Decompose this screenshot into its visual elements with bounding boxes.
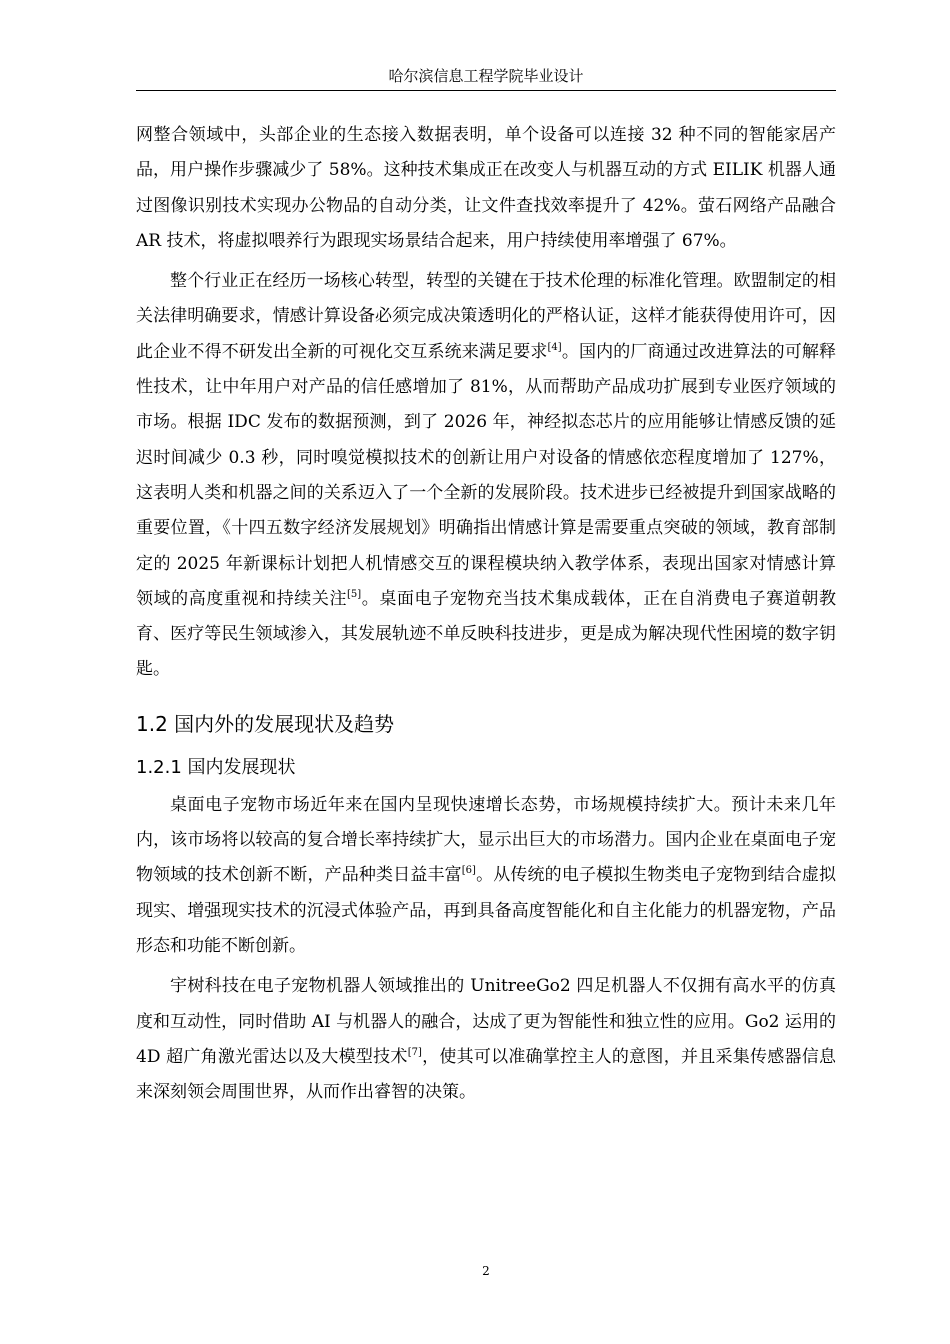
paragraph-text: 。从传统的电子模拟生物类电子宠物到结合虚拟现实、增强现实技术的沉浸式体验产品，再到具备高度智能化和自主化能力的机器宠物，产品形态和功能不断创新。 (136, 865, 837, 956)
document-body (136, 118, 836, 1110)
paragraph-domestic-market (136, 788, 836, 964)
paragraph-text: 宇树科技在电子宠物机器人领域推出的 UnitreeGo2 四足机器人不仅拥有高水平的仿真度和互动性，同时借助 AI 与机器人的融合，达成了更为智能性和独立性的应用。Go2 运用的 4D 超广角激光雷达以及大模型技术 (136, 976, 836, 1067)
citation-ref[interactable]: [7] (407, 1046, 422, 1058)
paragraph-text: 。国内的厂商通过改进算法的可解释性技术，让中年用户对产品的信任感增加了 81%，从而帮助产品成功扩展到专业医疗领域的市场。根据 IDC 发布的数据预测，到了 2026 年，神经拟态芯片的应用能够让情感反馈的延迟时间减少 0.3 秒，同时嗅觉模拟技术的创新让用户对设备的情感依恋程度增加了 127%，这表明人类和机器之间的关系迈入了一个全新的发展阶段。技术进步已经被提升到国家战略的重要位置，《十四五数字经济发展规划》明确指出情感计算是需要重点突破的领域，教育部制定的 2025 年新课标计划把人机情感交互的课程模块纳入教学体系，表现出国家对情感计算领域的高度重视和持续关注 (136, 341, 837, 609)
paragraph-industry-transformation (136, 264, 836, 688)
page-number: 2 (482, 1264, 490, 1278)
paragraph-text: ，使其可以准确掌控主人的意图，并且采集传感器信息来深刻领会周围世界，从而作出睿智的决策。 (136, 1046, 836, 1103)
citation-ref[interactable]: [4] (547, 341, 562, 353)
citation-ref[interactable]: [6] (461, 865, 476, 877)
paragraph-text: 。桌面电子宠物充当技术集成载体，正在自消费电子赛道朝教育、医疗等民生领域渗入，其发展轨迹不单反映科技进步，更是成为解决现代性困境的数字钥匙。 (136, 588, 837, 680)
paragraph-text: 网整合领域中，头部企业的生态接入数据表明，单个设备可以连接 32 种不同的智能家居产品，用户操作步骤减少了 58%。这种技术集成正在改变人与机器互动的方式 EILIK 机器人通过图像识别技术实现办公物品的自动分类，让文件查找效率提升了 42%。萤石网络产品融合 AR 技术，将虚拟喂养行为跟现实场景结合起来，用户持续使用率增强了 67%。 (136, 125, 836, 251)
header-rule (136, 90, 836, 91)
paragraph-continued (136, 118, 836, 259)
citation-ref[interactable]: [5] (347, 588, 362, 600)
paragraph-text: 整个行业正在经历一场核心转型，转型的关键在于技术伦理的标准化管理。欧盟制定的相关法律明确要求，情感计算设备必须完成决策透明化的严格认证，这样才能获得使用许可，因此企业不得不研发出全新的可视化交互系统来满足要求 (136, 271, 836, 362)
section-heading: 1.2 国内外的发展现状及趋势 (136, 711, 395, 736)
page-header: 哈尔滨信息工程学院毕业设计 (388, 67, 584, 85)
subsection-heading: 1.2.1 国内发展现状 (136, 756, 296, 778)
paragraph-text: 桌面电子宠物市场近年来在国内呈现快速增长态势，市场规模持续扩大。预计未来几年内，该市场将以较高的复合增长率持续扩大，显示出巨大的市场潜力。国内企业在桌面电子宠物领域的技术创新不断，产品种类日益丰富 (136, 794, 836, 886)
paragraph-unitree (136, 969, 836, 1110)
